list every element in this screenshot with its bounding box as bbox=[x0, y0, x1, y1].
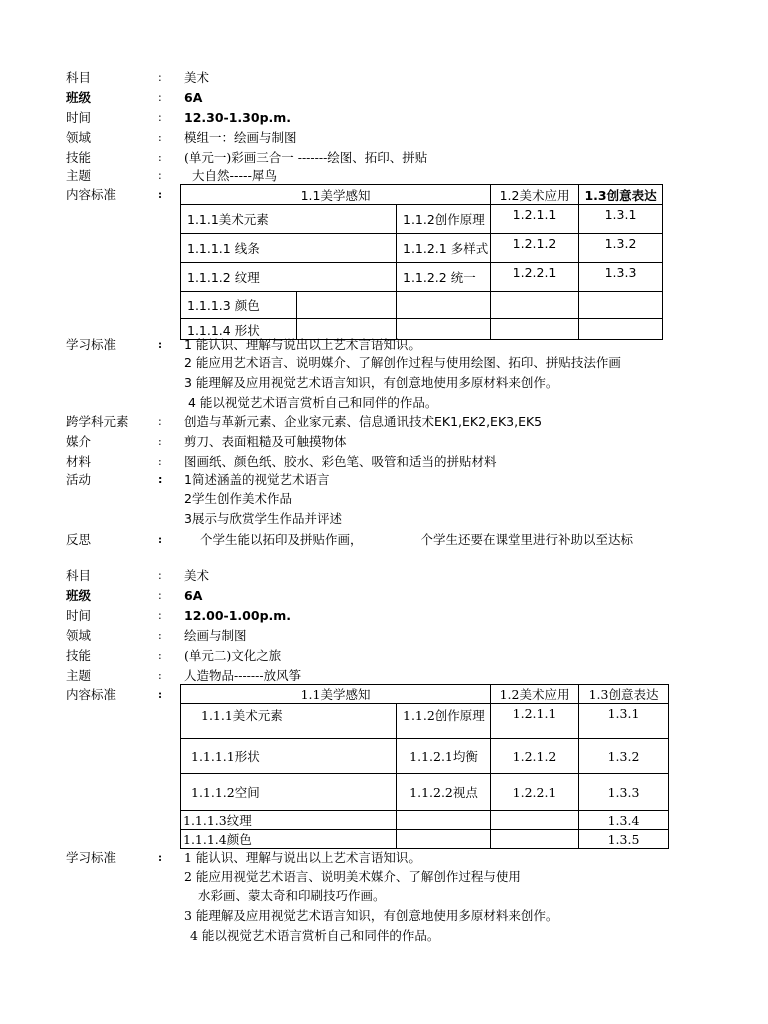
table-cell: 1.1.1.4颜色 bbox=[181, 830, 397, 849]
table-cell: 1.1.1.3纹理 bbox=[181, 811, 397, 830]
learning-standard-4: 4 能以视觉艺术语言赏析自己和同伴的作品。 bbox=[190, 928, 440, 943]
activity-3: 3展示与欣赏学生作品并评述 bbox=[184, 511, 342, 526]
table-cell-empty bbox=[579, 292, 663, 319]
header-creative: 1.3创意表达 bbox=[579, 685, 669, 704]
content-standard-table-2 bbox=[180, 684, 669, 849]
table-cell-empty bbox=[579, 319, 663, 340]
table-cell: 1.2.1.1 bbox=[491, 704, 579, 739]
table-cell-empty bbox=[491, 292, 579, 319]
table-cell-empty bbox=[397, 830, 491, 849]
table-cell: 1.1.1美术元素 bbox=[181, 205, 397, 234]
learning-standard-3: 3 能理解及应用视觉艺术语言知识，有创意地使用多原材料来创作。 bbox=[184, 908, 559, 923]
learning-standard-3: 3 能理解及应用视觉艺术语言知识，有创意地使用多原材料来创作。 bbox=[184, 375, 559, 390]
table-cell-empty bbox=[297, 292, 397, 319]
learning-standard-2: 2 能应用艺术语言、说明媒介、了解创作过程与使用绘图、拓印、拼贴技法作画 bbox=[184, 355, 621, 370]
table-cell: 1.1.1.1 线条 bbox=[181, 234, 397, 263]
table-cell: 1.1.2.2视点 bbox=[397, 774, 491, 811]
table-cell: 1.1.1.3 颜色 bbox=[181, 292, 297, 319]
table-cell: 1.2.1.1 bbox=[491, 205, 579, 234]
table-cell: 1.1.1美术元素 bbox=[181, 704, 397, 739]
table-cell: 1.1.1.4 形状 bbox=[181, 319, 297, 340]
table-cell: 1.3.2 bbox=[579, 234, 663, 263]
table-cell: 1.1.1.2空间 bbox=[181, 774, 397, 811]
table-cell-empty bbox=[397, 292, 491, 319]
table-cell: 1.1.2.2 统一 bbox=[397, 263, 491, 292]
table-cell: 1.2.1.2 bbox=[491, 234, 579, 263]
table-cell: 1.1.2.1均衡 bbox=[397, 739, 491, 774]
learning-standard-2-cont: 水彩画、蒙太奇和印刷技巧作画。 bbox=[198, 888, 386, 903]
table-cell-empty bbox=[397, 811, 491, 830]
header-application: 1.2美术应用 bbox=[491, 185, 579, 205]
table-cell: 1.3.1 bbox=[579, 704, 669, 739]
table-cell: 1.3.3 bbox=[579, 263, 663, 292]
header-aesthetic: 1.1美学感知 bbox=[181, 185, 491, 205]
table-cell: 1.2.1.2 bbox=[491, 739, 579, 774]
table-cell: 1.3.4 bbox=[579, 811, 669, 830]
table-cell: 1.1.1.1形状 bbox=[181, 739, 397, 774]
table-cell: 1.1.1.2 纹理 bbox=[181, 263, 397, 292]
table-cell: 1.2.2.1 bbox=[491, 774, 579, 811]
learning-standard-2: 2 能应用视觉艺术语言、说明美术媒介、了解创作过程与使用 bbox=[184, 869, 521, 884]
table-cell: 1.3.1 bbox=[579, 205, 663, 234]
table-cell: 1.3.3 bbox=[579, 774, 669, 811]
header-application: 1.2美术应用 bbox=[491, 685, 579, 704]
table-cell: 1.2.2.1 bbox=[491, 263, 579, 292]
header-aesthetic: 1.1美学感知 bbox=[181, 685, 491, 704]
header-creative: 1.3创意表达 bbox=[579, 185, 663, 205]
table-cell-empty bbox=[491, 319, 579, 340]
activity-2: 2学生创作美术作品 bbox=[184, 491, 292, 506]
table-cell: 1.1.2创作原理 bbox=[397, 205, 491, 234]
table-cell-empty bbox=[491, 830, 579, 849]
table-cell: 1.3.5 bbox=[579, 830, 669, 849]
content-standard-table bbox=[180, 184, 663, 340]
table-cell: 1.3.2 bbox=[579, 739, 669, 774]
table-cell: 1.1.2创作原理 bbox=[397, 704, 491, 739]
learning-standard-1: 1 能认识、理解与说出以上艺术言语知识。 bbox=[184, 850, 421, 865]
learning-standard-4: 4 能以视觉艺术语言赏析自己和同伴的作品。 bbox=[188, 395, 438, 410]
table-cell-empty bbox=[491, 811, 579, 830]
table-cell: 1.1.2.1 多样式 bbox=[397, 234, 491, 263]
learning-standard-1: 1 能认识、理解与说出以上艺术言语知识。 bbox=[184, 337, 421, 352]
